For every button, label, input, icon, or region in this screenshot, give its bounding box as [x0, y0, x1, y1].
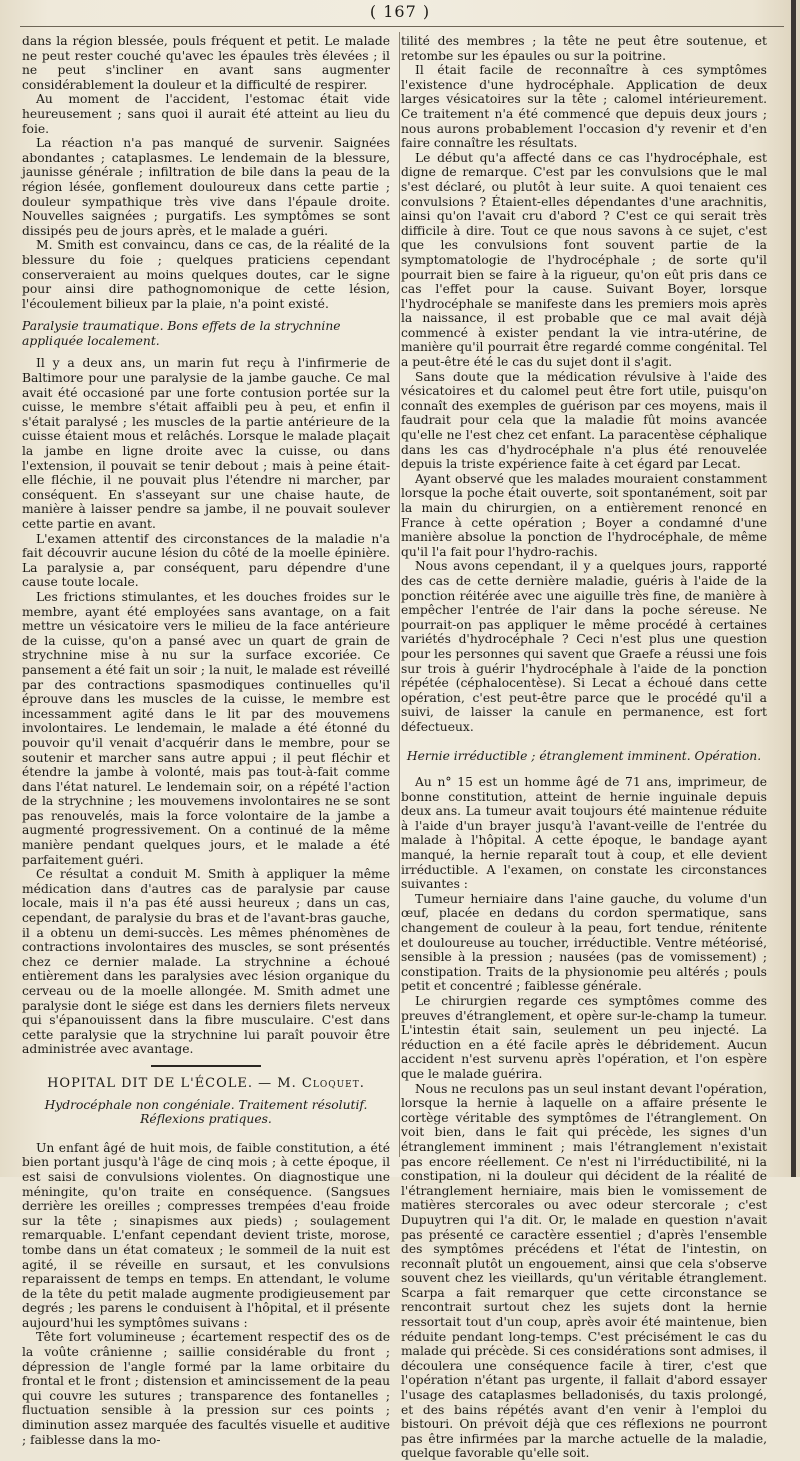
paragraph: Ayant observé que les malades mouraient constamment lorsque la poche était ouverte, soit spontanément, soit par la main du chirurgien, on a entièrement renoncé en France à cette opération ; Boyer a condamné d'une manière absolue la ponction de l'hydrocéphale, de même qu'il l'a fait pour l'hydro-rachis.	[401, 471, 767, 559]
paragraph: Nous avons cependant, il y a quelques jours, rapporté des cas de cette dernière maladie, guéris à l'aide de la ponction réitérée avec une aiguille très fine, de manière à empêcher l'entrée de l'air dans la poche séreuse. Ne pourrait-on pas appliquer le même procédé à certaines variétés d'hydrocéphale ? Ceci n'est plus une question pour les personnes qui savent que Graefe a réussi une fois sur trois à guérir l'hydrocéphale à l'aide de la ponction répétée (céphalocentèse). Si Lecat a échoué dans cette opération, c'est peut-être parce que le procédé qu'il a suivi, de laisser la canule en permanence, est fort défectueux.	[401, 559, 767, 734]
section-title-paralysie: Paralysie traumatique. Bons effets de la strychnine appliquée localement.	[22, 319, 341, 348]
left-column	[22, 34, 390, 1447]
paragraph: Nous ne reculons pas un seul instant devant l'opération, lorsque la hernie à laquelle on a affaire présente le cortège véritable des symptômes de l'étranglement. On voit bien, dans le fait qui précède, les signes d'un étranglement imminent ; mais l'étranglement n'existait pas encore réellement. Ce n'est ni l'irréductibilité, ni la constipation, ni la douleur qui décident de la réalité de l'étranglement herniaire, mais bien le vomissement de matières stercorales ou avec odeur stercorale ; c'est Dupuytren qui l'a dit. Or, le malade en question n'avait pas présenté ce caractère essentiel ; d'après l'ensemble des symptômes précédens et l'état de l'intestin, on reconnaît plutôt un engouement, ainsi que cela s'observe souvent chez les vieillards, qu'un véritable étranglement. Scarpa a fait remarquer que cette circonstance se rencontrait surtout chez les sujets dont la hernie ressortait tout d'un coup, après avoir été maintenue, bien réduite pendant long-temps. C'est précisément le cas du malade qui précède. Si ces considérations sont admises, il découlera une conséquence facile à tirer, c'est que l'opération n'étant pas urgente, il fallait d'abord essayer l'usage des cataplasmes belladonisés, du taxis prolongé, et des bains répétés avant d'en venir à l'emploi du bistouri. On prévoit déjà que ces réflexions ne pourront pas être infirmées par la marche actuelle de la maladie, quelque favorable qu'elle soit.	[401, 1081, 767, 1461]
hospital-title: HOPITAL DIT DE L'ÉCOLE. — M.	[47, 1075, 297, 1091]
paragraph: M. Smith est convaincu, dans ce cas, de la réalité de la blessure du foie ; quelques praticiens cependant conserveraient au moins quelques doutes, car le signe pour ainsi dire pathognomonique de cette lésion, l'écoulement bilieux par la plaie, n'a point existé.	[22, 238, 390, 311]
paragraph: Un enfant âgé de huit mois, de faible constitution, a été bien portant jusqu'à l'âge de cinq mois ; à cette époque, il est saisi de convulsions violentes. On diagnostique une méningite, qu'on traite en conséquence. (Sangsues derrière les oreilles ; compresses trempées d'eau froide sur la tête ; sinapismes aux pieds) ; soulagement remarquable. L'enfant cependant devient triste, morose, tombe dans un état comateux ; le sommeil de la nuit est agité, il se réveille en sursaut, et les convulsions reparaissent de temps en temps. En attendant, le volume de la tête du petit malade augmente prodigieusement par degrés ; les parens le conduisent à l'hôpital, et il présente aujourd'hui les symptômes suivans :	[22, 1140, 390, 1330]
page-edge	[791, 0, 796, 1177]
right-column	[401, 34, 767, 1461]
paragraph: Tumeur herniaire dans l'aine gauche, du volume d'un œuf, placée en dedans du cordon spermatique, sans changement de couleur à la peau, fort tendue, rénitente et douloureuse au toucher, irréductible. Ventre météorisé, sensible à la pression ; nausées (pas de vomissement) ; constipation. Traits de la physionomie peu altérés ; pouls petit et concentré ; faiblesse générale.	[401, 891, 767, 994]
paragraph: dans la région blessée, pouls fréquent et petit. Le malade ne peut rester couché qu'avec les épaules très élevées ; il ne peut s'incliner en avant sans augmenter considérablement la douleur et la difficulté de respirer.	[22, 34, 390, 92]
paragraph: Il y a deux ans, un marin fut reçu à l'infirmerie de Baltimore pour une paralysie de la jambe gauche. Ce mal avait été occasioné par une forte contusion portée sur la cuisse, le membre s'était affaibli peu à peu, et enfin il s'était paralysé ; les muscles de la partie antérieure de la cuisse étaient mous et relâchés. Lorsque le malade plaçait la jambe en ligne droite avec la cuisse, ou dans l'extension, il pouvait se tenir debout ; mais à peine était-elle fléchie, il ne pouvait plus l'étendre ni marcher, par conséquent. En s'asseyant sur une chaise haute, de manière à laisser pendre sa jambe, il ne pouvait soulever cette partie en avant.	[22, 356, 390, 531]
paragraph: Sans doute que la médication révulsive à l'aide des vésicatoires et du calomel peut être fort utile, puisqu'on connaît des exemples de guérison par ces moyens, mais il faudrait pour cela que la maladie fût moins avancée qu'elle ne l'est chez cet enfant. La paracentèse céphalique dans les cas d'hydrocéphale n'a plus été renouvelée depuis la triste expérience faite à cet égard par Lecat.	[401, 369, 767, 472]
section-title-hernie: Hernie irréductible ; étranglement imminent. Opération.	[406, 748, 762, 763]
paragraph: La réaction n'a pas manqué de survenir. Saignées abondantes ; cataplasmes. Le lendemain de la blessure, jaunisse générale ; infiltration de bile dans la peau de la région lésée, gonflement douloureux dans cette partie ; douleur sympathique très vive dans l'épaule droite. Nouvelles saignées ; purgatifs. Les symptômes se sont dissipés peu de jours après, et le malade a guéri.	[22, 136, 390, 238]
paragraph: Au moment de l'accident, l'estomac était vide heureusement ; sans quoi il aurait été atteint au lieu du foie.	[22, 92, 390, 136]
paragraph: Au n° 15 est un homme âgé de 71 ans, imprimeur, de bonne constitution, atteint de hernie inguinale depuis deux ans. La tumeur avait toujours été maintenue réduite à l'aide d'un brayer jusqu'à l'avant-veille de l'entrée du malade à l'hôpital. A cette époque, le bandage ayant manqué, la hernie reparaît tout à coup, et elle devient irréductible. A l'examen, on constate les circonstances suivantes :	[401, 775, 767, 892]
hospital-doctor: Cloquet.	[301, 1075, 365, 1091]
paragraph: L'examen attentif des circonstances de la maladie n'a fait découvrir aucune lésion du côté de la moelle épinière. La paralysie a, par conséquent, paru dépendre d'une cause toute locale.	[22, 531, 390, 590]
paragraph: Il était facile de reconnaître à ces symptômes l'existence d'une hydrocéphale. Application de deux larges vésicatoires sur la tête ; calomel intérieurement. Ce traitement n'a été commencé que depuis deux jours ; nous aurons probablement l'occasion d'y revenir et d'en faire connaître les résultats.	[401, 63, 767, 151]
paragraph: Le début qu'a affecté dans ce cas l'hydrocéphale, est digne de remarque. C'est par les convulsions que le mal s'est déclaré, ou plutôt à leur suite. A quoi tenaient ces convulsions ? Étaient-elles dépendantes d'une arachnitis, ainsi qu'on l'avait cru d'abord ? C'est ce qui serait très difficile à dire. Tout ce que nous savons à ce sujet, c'est que les convulsions font souvent partie de la symptomatologie de l'hydrocéphale ; de sorte qu'il pourrait bien se faire à la rigueur, qu'on eût pris dans ce cas l'effet pour la cause. Suivant Boyer, lorsque l'hydrocéphale se manifeste dans les premiers mois après la naissance, il est probable que ce mal avait déjà commencé à exister pendant la vie intra-utérine, de manière qu'il pourrait être regardé comme congénital. Tel a peut-être été le cas du sujet dont il s'agit.	[401, 150, 767, 370]
paragraph: Tête fort volumineuse ; écartement respectif des os de la voûte crânienne ; saillie considérable du front ; dépression de l'angle formé par la lame orbitaire du frontal et le front ; distension et amincissement de la peau qui couvre les sutures ; transparence des fontanelles ; fluctuation sensible à la pression sur ces points ; diminution assez marquée des facultés visuelle et auditive ; faiblesse dans la mo-	[22, 1330, 390, 1447]
paragraph: Ce résultat a conduit M. Smith à appliquer la même médication dans d'autres cas de paralysie par cause locale, mais il n'a pas été aussi heureux ; dans un cas, cependant, de paralysie du bras et de l'avant-bras gauche, il a obtenu un demi-succès. Les mêmes phénomènes de contractions involontaires des muscles, se sont présentés chez ce dernier malade. La strychnine a échoué entièrement dans les paralysies avec lésion organique du cerveau ou de la moelle allongée. M. Smith admet une paralysie dont le siége est dans les derniers filets nerveux qui s'épanouissent dans la fibre musculaire. C'est dans cette paralysie que la strychnine lui paraît pouvoir être administrée avec avantage.	[22, 867, 390, 1057]
header-rule	[20, 26, 784, 27]
page-number: ( 167 )	[369, 2, 431, 21]
paragraph: Les frictions stimulantes, et les douches froides sur le membre, ayant été employées sans avantage, on a fait mettre un vésicatoire vers le milieu de la face antérieure de la cuisse, qu'on a pansé avec un quart de grain de strychnine mise à nu sur la surface excoriée. Ce pansement a été fait un soir ; la nuit, le malade est réveillé par des contractions spasmodiques continuelles qu'il éprouve dans les muscles de la cuisse, le membre est incessamment agité dans le lit par des mouvemens involontaires. Le lendemain, le malade a été étonné du pouvoir qu'il venait d'acquérir dans le membre, pour se soutenir et marcher sans autre appui ; il peut fléchir et étendre la jambe à volonté, mais pas tout-à-fait comme dans l'état naturel. Le lendemain soir, on a répété l'action de la strychnine ; les mouvemens involontaires ne se sont pas renouvelés, mais la force volontaire de la jambe a augmenté progressivement. On a continué de la même manière pendant quelques jours, et le malade a été parfaitement guéri.	[22, 589, 390, 867]
paragraph: tilité des membres ; la tête ne peut être soutenue, et retombe sur les épaules ou sur la poitrine.	[401, 34, 767, 63]
column-divider	[399, 32, 400, 1157]
paragraph: Le chirurgien regarde ces symptômes comme des preuves d'étranglement, et opère sur-le-champ la tumeur. L'intestin était sain, seulement un peu injecté. La réduction en a été facile après le débridement. Aucun accident n'est survenu après l'opération, et l'on espère que le malade guérira.	[401, 994, 767, 1081]
section-divider	[151, 1065, 261, 1067]
hospital-heading	[22, 1077, 390, 1092]
section-title-hydrocephale: Hydrocéphale non congéniale. Traitement résolutif. Réflexions pratiques.	[44, 1097, 368, 1127]
